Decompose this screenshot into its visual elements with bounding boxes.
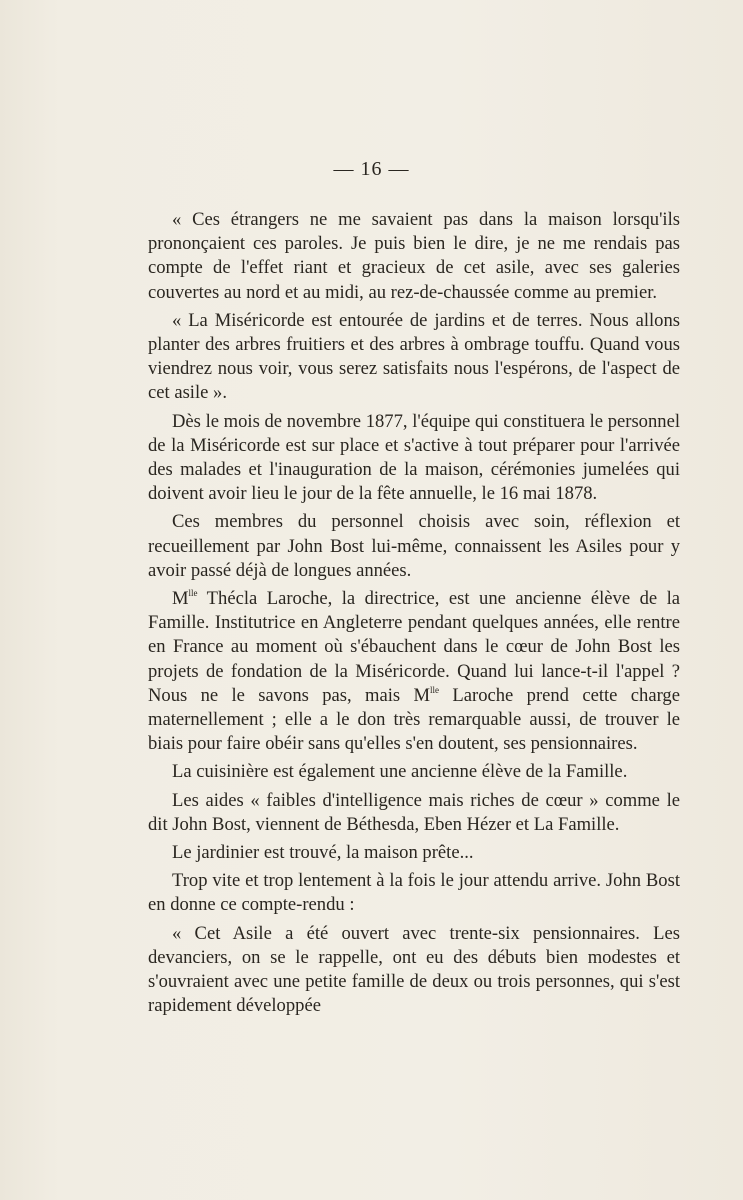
paragraph-5: [148, 587, 680, 756]
paragraph-7: Les aides « faibles d'intelligence mais riches de cœur » comme le dit John Bost, viennent de Béthesda, Eben Hézer et La Famille.: [148, 789, 680, 835]
paragraph-4: Ces membres du personnel choisis avec soin, réflexion et recueillement par John Bost lui-même, connaissent les Asiles pour y avoir passé déjà de longues années.: [148, 511, 680, 581]
paragraph-10: « Cet Asile a été ouvert avec trente-six pensionnaires. Les devanciers, on se le rappelle, ont eu des débuts bien modestes et s'ouvraient avec une petite famille de deux ou trois personnes, qui s'est rapidement développée: [148, 922, 680, 1017]
paragraph-9: Trop vite et trop lentement à la fois le jour attendu arrive. John Bost en donne ce compte-rendu :: [148, 870, 680, 916]
paragraph-6: La cuisinière est également une ancienne élève de la Famille.: [172, 761, 628, 783]
paragraph-2: « La Miséricorde est entourée de jardins et de terres. Nous allons planter des arbres fruitiers et des arbres à ombrage touffu. Quand vous viendrez nous voir, vous serez satisfaits nous l'espérons, de l'aspect de cet asile ».: [148, 309, 680, 404]
paragraph-3: Dès le mois de novembre 1877, l'équipe qui constituera le personnel de la Miséricorde est sur place et s'active à tout préparer pour l'arrivée des malades et l'inauguration de la maison, cérémonies jumelées qui doivent avoir lieu le jour de la fête annuelle, le 16 mai 1878.: [148, 410, 680, 505]
paragraph-5-text-a: Thécla Laroche, la directrice, est une ancienne élève de la Famille. Institutrice en Angleterre pendant quelques années, elle rentre en France au moment où s'ébauchent dans le cœur de John Bost les projets de fondation de la Miséricorde. Quand lui lance-t-il l'appel ? Nous ne le savons pas, mais: [148, 588, 680, 706]
paragraph-8: Le jardinier est trouvé, la maison prête...: [172, 842, 474, 864]
page-number: — 16 —: [333, 158, 410, 180]
title-abbrev-sup: lle: [188, 588, 198, 599]
paragraph-5-text-b: Laroche prend cette charge maternellement ; elle a le don très remarquable aussi, de trouver le biais pour faire obéir sans qu'elles s'en doutent, ses pensionnaires.: [148, 684, 680, 755]
title-abbrev: M: [172, 588, 189, 610]
body-text: [148, 208, 680, 1023]
paragraph-1: « Ces étrangers ne me savaient pas dans la maison lorsqu'ils prononçaient ces paroles. Je puis bien le dire, je ne me rendais pas compte de l'effet riant et gracieux de cet asile, avec ses galeries couvertes au nord et au midi, au rez-de-chaussée comme au premier.: [148, 209, 680, 303]
title-abbrev-sup: lle: [430, 684, 440, 695]
title-abbrev: M: [413, 684, 431, 706]
